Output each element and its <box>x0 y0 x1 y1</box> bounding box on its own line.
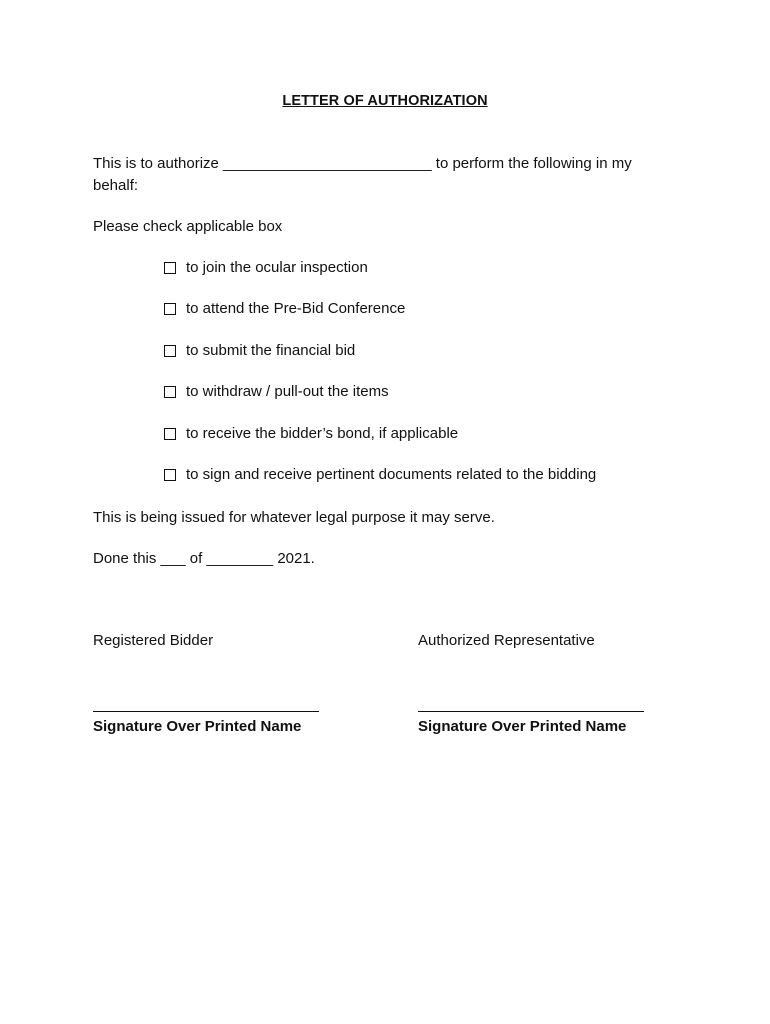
option-pre-bid-conference[interactable] <box>164 300 724 342</box>
option-sign-documents[interactable] <box>164 466 724 508</box>
purpose-statement: This is being issued for whatever legal purpose it may serve. <box>93 509 495 526</box>
option-label: to attend the Pre-Bid Conference <box>186 300 406 318</box>
done-date-line: Done this ___ of ________ 2021. <box>93 550 315 567</box>
option-label: to sign and receive pertinent documents related to the bidding <box>186 466 597 484</box>
signature-line <box>418 711 644 712</box>
signatory-role: Authorized Representative <box>418 632 595 649</box>
signature-label: Signature Over Printed Name <box>418 718 627 735</box>
signatory-role: Registered Bidder <box>93 632 214 649</box>
checkbox[interactable] <box>164 303 176 315</box>
option-withdraw-items[interactable] <box>164 383 724 425</box>
option-label: to join the ocular inspection <box>186 258 368 276</box>
option-ocular-inspection[interactable] <box>164 258 724 300</box>
option-label: to withdraw / pull-out the items <box>186 383 389 401</box>
checkbox[interactable] <box>164 262 176 274</box>
checkbox[interactable] <box>164 386 176 398</box>
option-label: to receive the bidder’s bond, if applicable <box>186 424 459 442</box>
option-bidders-bond[interactable] <box>164 424 724 466</box>
checkbox[interactable] <box>164 469 176 481</box>
signature-label: Signature Over Printed Name <box>93 718 302 735</box>
authorization-options <box>164 258 724 507</box>
signature-block-representative <box>418 630 678 737</box>
document-title: LETTER OF AUTHORIZATION <box>282 93 488 109</box>
check-instruction: Please check applicable box <box>93 218 283 235</box>
authorization-intro: This is to authorize _________________________ to perform the following in my behalf: <box>93 155 632 194</box>
checkbox[interactable] <box>164 428 176 440</box>
checkbox[interactable] <box>164 345 176 357</box>
signature-line <box>93 711 319 712</box>
signature-block-bidder <box>93 630 353 737</box>
option-financial-bid[interactable] <box>164 341 724 383</box>
option-label: to submit the financial bid <box>186 341 356 359</box>
